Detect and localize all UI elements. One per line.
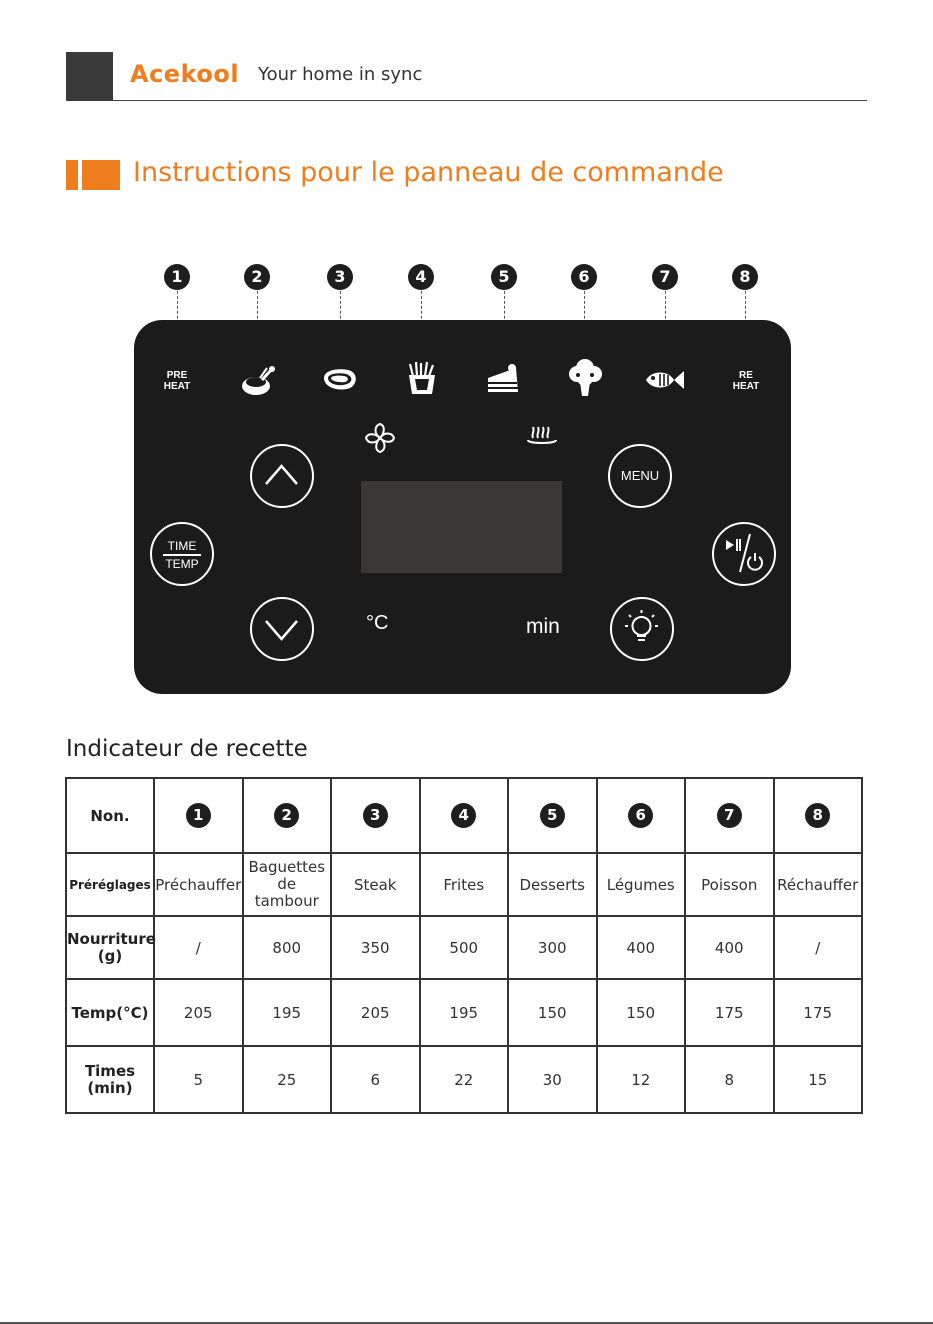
- title-accent-bar: [66, 160, 78, 190]
- number-badge: 3: [363, 803, 388, 828]
- table-cell: 175: [685, 979, 774, 1046]
- table-cell: /: [154, 916, 243, 979]
- table-row: [66, 979, 862, 1046]
- number-badge: 2: [274, 803, 299, 828]
- page-title: Instructions pour le panneau de commande: [133, 157, 724, 188]
- number-badge: 6: [628, 803, 653, 828]
- table-cell: 8: [685, 1046, 774, 1113]
- brand-tagline: Your home in sync: [258, 64, 423, 85]
- table-cell: 15: [774, 1046, 863, 1113]
- cake-icon[interactable]: [486, 362, 522, 396]
- table-cell: [331, 778, 420, 853]
- table-cell: [154, 778, 243, 853]
- steak-icon[interactable]: [320, 366, 360, 392]
- table-cell: 5: [154, 1046, 243, 1113]
- callout-4: 4: [408, 264, 434, 290]
- table-cell: Steak: [331, 853, 420, 916]
- table-cell: 400: [597, 916, 686, 979]
- callout-3: 3: [327, 264, 353, 290]
- table-cell: 350: [331, 916, 420, 979]
- table-cell: [774, 778, 863, 853]
- callout-1: 1: [164, 264, 190, 290]
- table-cell: 150: [597, 979, 686, 1046]
- number-badge: 5: [540, 803, 565, 828]
- table-cell: [685, 778, 774, 853]
- table-cell: Frites: [420, 853, 509, 916]
- table-cell: 300: [508, 916, 597, 979]
- table-cell: Poisson: [685, 853, 774, 916]
- vegetable-icon[interactable]: [566, 358, 604, 398]
- table-cell: Baguettes de tambour: [243, 853, 332, 916]
- table-row: [66, 853, 862, 916]
- callout-7: 7: [652, 264, 678, 290]
- table-cell: 800: [243, 916, 332, 979]
- heating-icon: [526, 424, 558, 448]
- table-cell: /: [774, 916, 863, 979]
- minutes-indicator: min: [526, 615, 560, 638]
- start-power-button[interactable]: [712, 522, 776, 586]
- table-cell: 175: [774, 979, 863, 1046]
- table-cell: Légumes: [597, 853, 686, 916]
- table-cell: Desserts: [508, 853, 597, 916]
- preheat-label-line2: HEAT: [163, 381, 191, 392]
- table-cell: 150: [508, 979, 597, 1046]
- table-cell: [420, 778, 509, 853]
- brand-logo: Acekool: [130, 60, 240, 88]
- chevron-down-icon: [252, 599, 311, 658]
- preheat-button[interactable]: [160, 370, 194, 392]
- reheat-button[interactable]: [729, 370, 763, 392]
- play-pause-power-icon: [714, 524, 773, 583]
- fries-icon[interactable]: [406, 360, 438, 396]
- recipe-section-title: Indicateur de recette: [66, 736, 308, 762]
- table-cell: 6: [331, 1046, 420, 1113]
- number-badge: 4: [451, 803, 476, 828]
- table-cell: 30: [508, 1046, 597, 1113]
- table-cell: 205: [154, 979, 243, 1046]
- callout-6: 6: [571, 264, 597, 290]
- table-cell: 500: [420, 916, 509, 979]
- table-cell: 400: [685, 916, 774, 979]
- table-cell: [508, 778, 597, 853]
- table-cell: 25: [243, 1046, 332, 1113]
- light-bulb-icon: [612, 599, 671, 658]
- row-header-food: Nourriture (g): [66, 916, 154, 979]
- table-cell: [597, 778, 686, 853]
- number-badge: 1: [186, 803, 211, 828]
- table-cell: [243, 778, 332, 853]
- time-temp-divider: [163, 554, 201, 556]
- row-header-times: Times (min): [66, 1046, 154, 1113]
- number-badge: 7: [717, 803, 742, 828]
- chicken-icon[interactable]: [240, 364, 278, 398]
- time-label: TIME: [167, 539, 197, 553]
- table-row: [66, 778, 862, 853]
- time-temp-button[interactable]: [150, 522, 214, 586]
- preheat-label-line1: PRE: [166, 370, 188, 381]
- table-cell: 195: [420, 979, 509, 1046]
- table-row: [66, 1046, 862, 1113]
- recipe-table: [65, 777, 863, 1114]
- callout-5: 5: [491, 264, 517, 290]
- light-button[interactable]: [610, 597, 674, 661]
- celsius-indicator: °C: [366, 612, 389, 634]
- table-cell: 22: [420, 1046, 509, 1113]
- row-header-temp: Temp(°C): [66, 979, 154, 1046]
- fan-icon: [362, 420, 398, 456]
- reheat-label-line2: HEAT: [732, 381, 760, 392]
- reheat-label-line1: RE: [739, 370, 753, 381]
- callout-8: 8: [732, 264, 758, 290]
- header-block: [66, 52, 113, 101]
- table-cell: 195: [243, 979, 332, 1046]
- lcd-display: [361, 481, 562, 573]
- fish-icon[interactable]: [644, 368, 686, 392]
- temp-label: TEMP: [165, 556, 199, 571]
- header-rule: [113, 100, 867, 101]
- callout-2: 2: [244, 264, 270, 290]
- title-accent-block: [82, 160, 120, 190]
- row-header-presets: Préréglages: [66, 853, 154, 916]
- table-row: [66, 916, 862, 979]
- menu-label: MENU: [620, 468, 660, 483]
- table-cell: 205: [331, 979, 420, 1046]
- col-header-number: Non.: [66, 778, 154, 853]
- table-cell: 12: [597, 1046, 686, 1113]
- table-cell: Réchauffer: [774, 853, 863, 916]
- chevron-up-icon: [252, 446, 311, 505]
- menu-button[interactable]: [608, 444, 672, 508]
- number-badge: 8: [805, 803, 830, 828]
- up-button[interactable]: [250, 444, 314, 508]
- table-cell: Préchauffer: [154, 853, 243, 916]
- down-button[interactable]: [250, 597, 314, 661]
